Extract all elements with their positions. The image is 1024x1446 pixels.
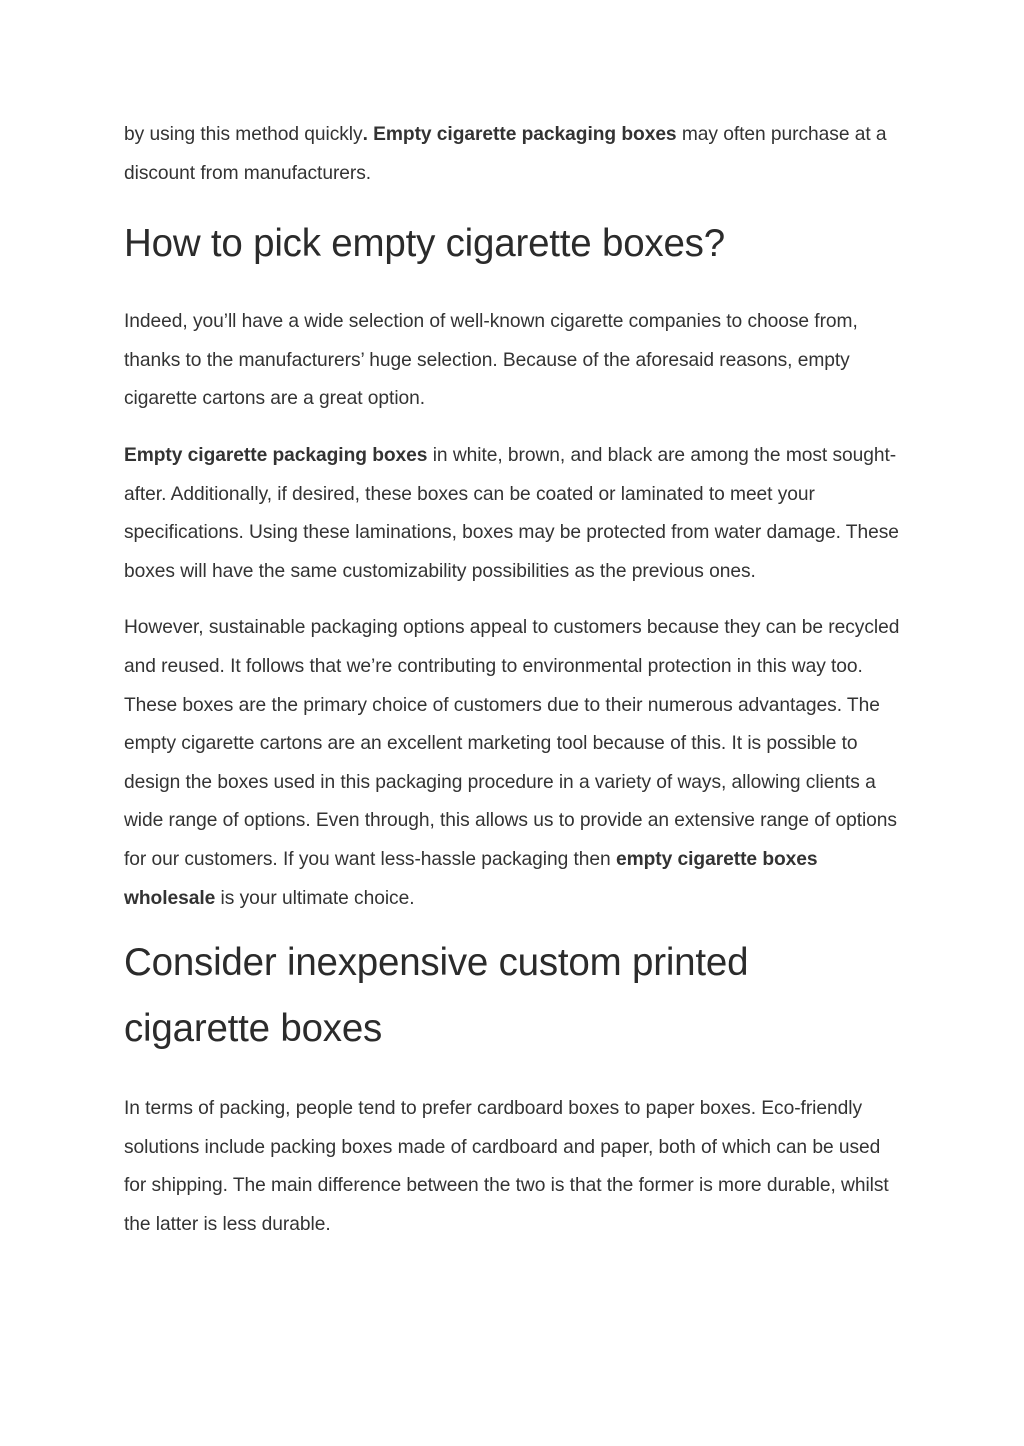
section-heading-pick-boxes: How to pick empty cigarette boxes? bbox=[124, 222, 725, 266]
paragraph-colors-bold-keyword: Empty cigarette packaging boxes bbox=[124, 444, 428, 466]
paragraph-sustainable bbox=[124, 609, 904, 918]
intro-paragraph bbox=[124, 116, 904, 193]
paragraph-colors bbox=[124, 437, 904, 591]
intro-text-1: by using this method quickly bbox=[124, 124, 363, 145]
paragraph-sustainable-bold-keyword: empty cigarette boxes wholesale bbox=[124, 848, 818, 909]
intro-text-2: may often purchase at a discount from manufacturers. bbox=[124, 124, 887, 184]
paragraph-colors-text: in white, brown, and black are among the most sought-after. Additionally, if desired, these boxes can be coated or laminated to meet your specifications. Using these laminations, boxes may be protected from water damage. These boxes will have the same customizability possibilities as the previous ones. bbox=[124, 444, 899, 582]
paragraph-packing: In terms of packing, people tend to prefer cardboard boxes to paper boxes. Eco-friendly solutions include packing boxes made of cardboard and paper, both of which can be used for shipping. The main difference between the two is that the former is more durable, whilst the latter is less durable. bbox=[124, 1098, 889, 1235]
document-page bbox=[124, 116, 904, 1244]
paragraph-sustainable-text-2: is your ultimate choice. bbox=[215, 887, 415, 909]
section-heading-custom-printed: Consider inexpensive custom printed cigarette boxes bbox=[124, 941, 749, 1051]
intro-bold-keyword: . Empty cigarette packaging boxes bbox=[362, 124, 677, 145]
paragraph-sustainable-text-1: However, sustainable packaging options appeal to customers because they can be recycled and reused. It follows that we’re contributing to environmental protection in this way too. These boxes are the primary choice of customers due to their numerous advantages. The empty cigarette cartons are an excellent marketing tool because of this. It is possible to design the boxes used in this packaging procedure in a variety of ways, allowing clients a wide range of options. Even through, this allows us to provide an extensive range of options for our customers. If you want less-hassle packaging then bbox=[124, 617, 900, 870]
paragraph-selection: Indeed, you’ll have a wide selection of well-known cigarette companies to choose from, thanks to the manufacturers’ huge selection. Because of the aforesaid reasons, empty cigarette cartons are a great option. bbox=[124, 311, 858, 410]
